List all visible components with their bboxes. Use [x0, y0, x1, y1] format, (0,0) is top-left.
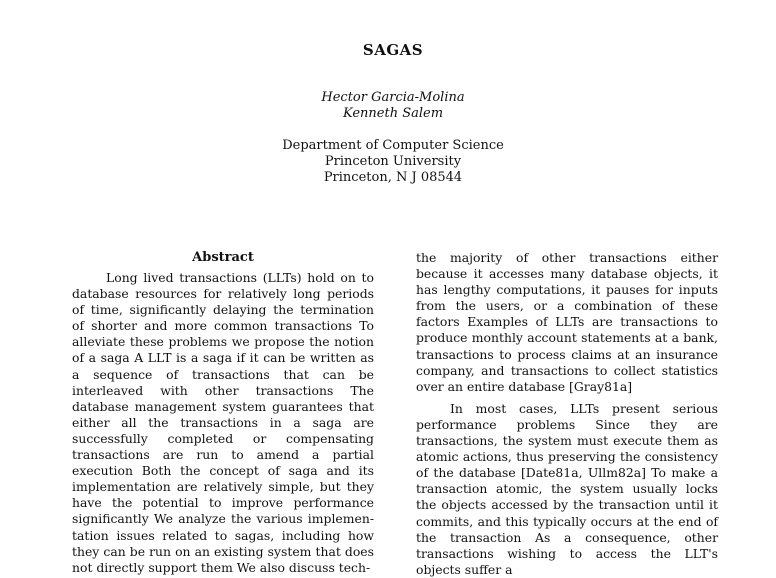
author-name: Kenneth Salem: [342, 106, 444, 121]
left-column: [72, 250, 374, 576]
affiliation-address: Princeton, N J 08544: [323, 170, 463, 185]
paper-title: SAGAS: [362, 41, 424, 59]
affiliation-department: Department of Computer Science: [282, 138, 504, 153]
abstract-text: Long lived transactions (LLTs) hold on to database resources for relatively long periods of time, significantly delaying the termination of shorter and more common transactions To alleviate these problems we propose the notion of a saga A LLT is a saga if it can be written as a sequence of transactions that can be interleaved with other transactions The database management system guarantees that either all the transactions in a saga are successfully completed or compensating transactions are run to amend a partial execution Both the concept of saga and its implementation are relatively simple, but they have the potential to improve performance significantly We analyze the various implementation issues related to sagas, including how they can be run on an existing system that does not directly support them We also discuss tech-: [72, 270, 374, 575]
author-name: Hector Garcia-Molina: [321, 90, 465, 105]
author-list: [0, 90, 776, 122]
right-column: [416, 250, 718, 578]
body-paragraph: the majority of other transactions either because it accesses many database objects, it has lengthy computations, it pauses for inputs from the users, or a combination of these factors Examples of LLTs are transactions to produce monthly account statements at a bank, transactions to process claims at an insurance company, and transactions to collect statistics over an entire database [Gray81a]: [416, 250, 718, 394]
affiliation-university: Princeton University: [324, 154, 462, 169]
body-paragraph: In most cases, LLTs present serious performance problems Since they are transactions, the system must execute them as atomic actions, thus preserving the consistency of the database [Date81a, Ullm82a] To make a transaction atomic, the system usually locks the objects accessed by the transaction until it commits, and this typically occurs at the end of the transaction As a consequence, other transactions wishing to access the LLT's objects suffer a: [416, 400, 718, 577]
affiliation: [0, 138, 776, 186]
abstract-heading: Abstract: [192, 250, 254, 265]
